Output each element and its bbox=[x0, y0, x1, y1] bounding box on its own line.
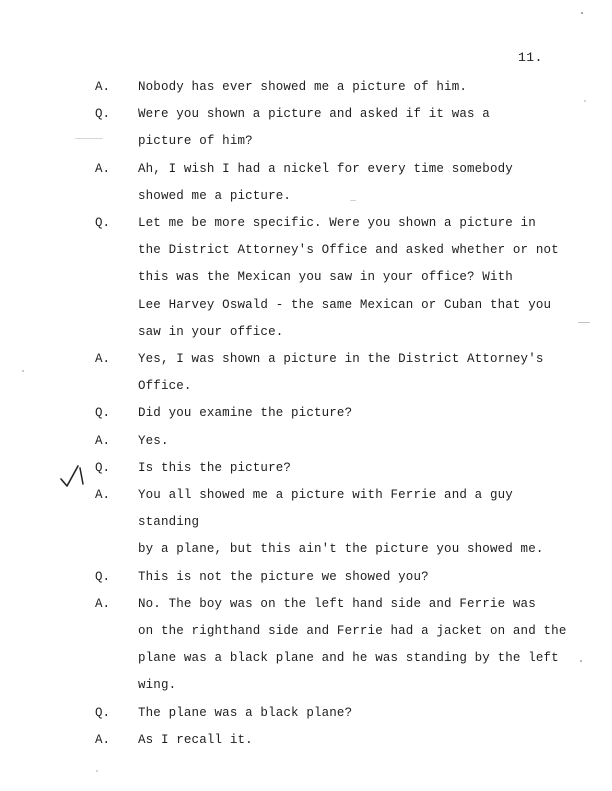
transcript-entry bbox=[0, 591, 612, 700]
speaker-label: A. bbox=[95, 161, 111, 176]
speaker-label: Q. bbox=[95, 406, 111, 421]
scan-speck bbox=[580, 660, 582, 662]
entry-text: Nobody has ever showed me a picture of him. bbox=[138, 80, 468, 94]
entry-text: Did you examine the picture? bbox=[138, 406, 353, 421]
scan-speck bbox=[584, 100, 586, 102]
entry-text: As I recall it. bbox=[138, 732, 253, 747]
transcript-entry bbox=[0, 727, 612, 754]
scan-speck bbox=[96, 770, 98, 772]
speaker-label: A. bbox=[95, 488, 111, 503]
entry-text: Is this the picture? bbox=[138, 460, 292, 475]
speaker-label: A. bbox=[95, 80, 111, 94]
transcript-entry bbox=[0, 482, 612, 564]
scan-speck bbox=[75, 138, 103, 139]
scan-speck bbox=[578, 322, 590, 323]
transcript-entry bbox=[0, 455, 612, 482]
entry-text: Were you shown a picture and asked if it was a picture of him? bbox=[138, 107, 490, 149]
speaker-label: Q. bbox=[95, 216, 111, 231]
speaker-label: Q. bbox=[95, 569, 111, 584]
transcript-entry bbox=[0, 74, 612, 101]
scan-speck bbox=[22, 370, 24, 372]
transcript-entry bbox=[0, 400, 612, 427]
scan-speck bbox=[581, 12, 583, 14]
transcript-entry bbox=[0, 156, 612, 210]
transcript-entry bbox=[0, 428, 612, 455]
entry-text: Let me be more specific. Were you shown a picture in the District Attorney's Office and asked whether or not this was the Mexican you saw in your office? With Lee Harvey Oswald - the same Mexican or Cuban that you saw in your office. bbox=[138, 216, 559, 339]
transcript-entry bbox=[0, 700, 612, 727]
speaker-label: Q. bbox=[95, 705, 111, 720]
speaker-label: A. bbox=[95, 596, 111, 611]
speaker-label: Q. bbox=[95, 460, 111, 475]
speaker-label: A. bbox=[95, 433, 111, 448]
entry-text: Ah, I wish I had a nickel for every time somebody showed me a picture. bbox=[138, 161, 513, 203]
transcript bbox=[0, 74, 612, 754]
entry-text: The plane was a black plane? bbox=[138, 705, 353, 720]
entry-text: This is not the picture we showed you? bbox=[138, 569, 429, 584]
speaker-label: A. bbox=[95, 732, 111, 747]
scan-speck bbox=[350, 200, 356, 201]
page-number: 11. bbox=[518, 50, 543, 65]
entry-text: No. The boy was on the left hand side and Ferrie was on the righthand side and Ferrie had a jacket on and the plane was a black plane and he was standing by the left wing. bbox=[138, 596, 567, 693]
speaker-label: Q. bbox=[95, 107, 111, 122]
entry-text: You all showed me a picture with Ferrie and a guy standing by a plane, but this ain't the picture you showed me. bbox=[138, 488, 544, 557]
transcript-entry bbox=[0, 101, 612, 155]
transcript-entry bbox=[0, 346, 612, 400]
transcript-entry bbox=[0, 210, 612, 346]
entry-text: Yes. bbox=[138, 433, 169, 448]
entry-text: Yes, I was shown a picture in the District Attorney's Office. bbox=[138, 352, 544, 394]
speaker-label: A. bbox=[95, 352, 111, 367]
transcript-entry bbox=[0, 564, 612, 591]
